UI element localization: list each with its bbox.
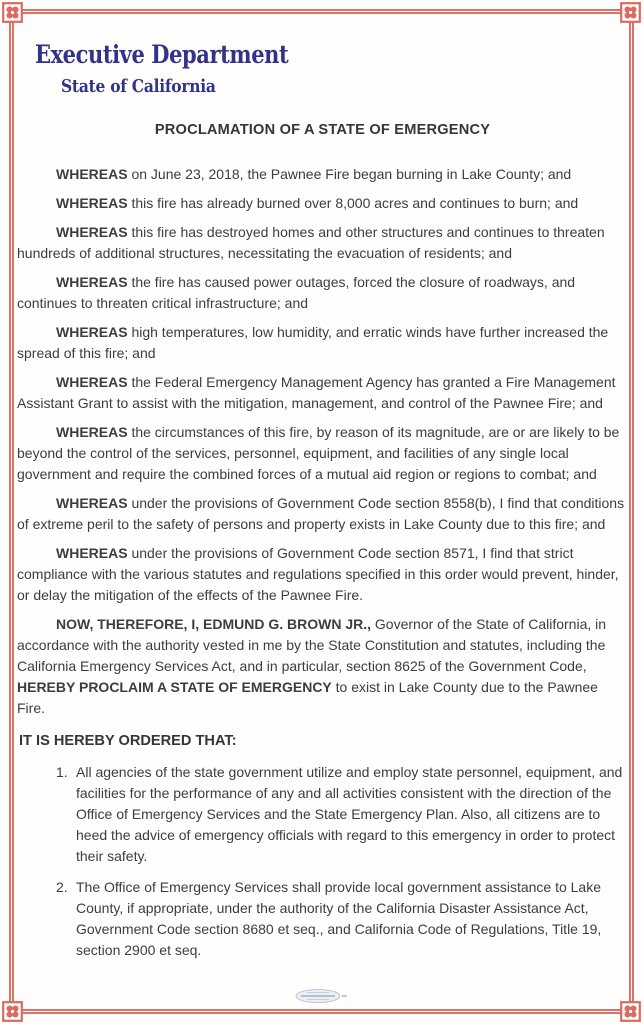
item-number: 2. (56, 879, 68, 895)
paragraph-text: the circumstances of this fire, by reason of its magnitude, are or are likely to be beyond the control of the services, personnel, equipment, and facilities of any single local government and require the combined forces of a mutual aid region or regions to combat; and (17, 424, 620, 482)
paragraph-text: this fire has already burned over 8,000 acres and continues to burn; and (127, 195, 579, 211)
whereas-paragraph (17, 272, 628, 314)
whereas-paragraph (17, 164, 628, 185)
border-corner-rosette-icon (2, 1001, 23, 1022)
item-number: 1. (56, 764, 68, 780)
ordered-item (56, 762, 628, 867)
whereas-lead: WHEREAS (56, 424, 128, 440)
whereas-lead: WHEREAS (56, 166, 128, 182)
whereas-lead: WHEREAS (56, 324, 128, 340)
whereas-paragraph (17, 222, 628, 264)
item-text: The Office of Emergency Services shall provide local government assistance to Lake County, if appropriate, under the authority of the California Disaster Assistance Act, Government Code section 8680 et seq., and California Code of Regulations, Title 19, section 2900 et seq. (76, 879, 602, 958)
whereas-lead: WHEREAS (56, 224, 128, 240)
border-corner-rosette-icon (620, 1001, 641, 1022)
whereas-paragraph (17, 493, 628, 535)
whereas-paragraph (17, 193, 628, 214)
paragraph-text: high temperatures, low humidity, and erratic winds have further increased the spread of this fire; and (17, 324, 609, 361)
whereas-paragraph (17, 322, 628, 364)
paragraph-text: Governor of the State of California, in accordance with the authority vested in me by the State Constitution and statutes, including the California Emergency Services Act, and in particular, section 8625 of the Government Code, (17, 616, 607, 674)
whereas-paragraph (17, 543, 628, 606)
whereas-lead: WHEREAS (56, 545, 128, 561)
whereas-lead: WHEREAS (56, 374, 128, 390)
whereas-lead: WHEREAS (56, 274, 128, 290)
paragraph-text: to exist in Lake County due to the Pawnee Fire. (17, 679, 598, 716)
whereas-paragraph (17, 372, 628, 414)
letterhead-department: Executive Department (35, 40, 289, 69)
now-therefore-paragraph (17, 614, 628, 719)
paragraph-text: the Federal Emergency Management Agency has granted a Fire Management Assistant Grant to assist with the mitigation, management, and control of the Pawnee Fire; and (17, 374, 616, 411)
item-text: All agencies of the state government utilize and employ state personnel, equipment, and facilities for the performance of any and all activities consistent with the direction of the Office of Emergency Services and the State Emergency Plan. Also, all citizens are to heed the advice of emergency officials with regard to this emergency in order to protect their safety. (76, 764, 623, 864)
letterhead-state: State of California (61, 76, 216, 97)
ordered-heading: IT IS HEREBY ORDERED THAT: (19, 733, 237, 749)
paragraph-text: the fire has caused power outages, forced the closure of roadways, and continues to threaten critical infrastructure; and (17, 274, 576, 311)
document-body (17, 164, 628, 961)
printer-union-label-icon (293, 988, 351, 1004)
paragraph-text: under the provisions of Government Code section 8571, I find that strict compliance with the various statutes and regulations specified in this order would prevent, hinder, or delay the mitigation of the effects of the Pawnee Fire. (17, 545, 619, 603)
proclaimer-lead: NOW, THEREFORE, I, EDMUND G. BROWN JR., (56, 616, 372, 632)
whereas-lead: WHEREAS (56, 495, 128, 511)
ordered-items-list (17, 762, 628, 961)
page-title: PROCLAMATION OF A STATE OF EMERGENCY (154, 122, 491, 138)
whereas-lead: WHEREAS (56, 195, 128, 211)
proclaim-emphasis: HEREBY PROCLAIM A STATE OF EMERGENCY (17, 679, 332, 695)
paragraph-text: under the provisions of Government Code section 8558(b), I find that conditions of extreme peril to the safety of persons and property exists in Lake County due to this fire; and (17, 495, 625, 532)
letterhead (17, 40, 628, 97)
paragraph-text: this fire has destroyed homes and other structures and continues to threaten hundreds of additional structures, necessitating the evacuation of residents; and (17, 224, 605, 261)
whereas-paragraph (17, 422, 628, 485)
ordered-item (56, 877, 628, 961)
paragraph-text: on June 23, 2018, the Pawnee Fire began burning in Lake County; and (127, 166, 572, 182)
